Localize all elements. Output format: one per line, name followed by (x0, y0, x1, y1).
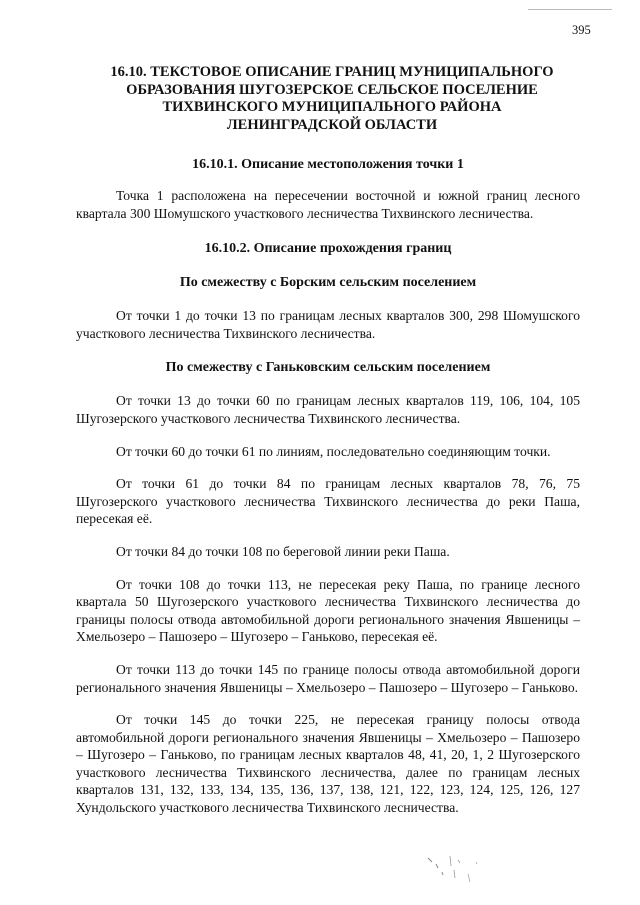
borsk-paragraph: От точки 1 до точки 13 по границам лесных кварталов 300, 298 Шомушского участкового лесничества Тихвинского лесничества. (76, 308, 580, 341)
gankovo-paragraph: От точки 60 до точки 61 по линиям, последовательно соединяющим точки. (116, 443, 551, 459)
title-line: ОБРАЗОВАНИЯ ШУГОЗЕРСКОЕ СЕЛЬСКОЕ ПОСЕЛЕНИЕ (126, 81, 538, 98)
gankovo-subheading: По смежеству с Ганьковским сельским поселением (165, 360, 491, 376)
top-scan-rule (528, 9, 612, 10)
section-1-heading: 16.10.1. Описание местоположения точки 1 (192, 157, 464, 172)
document-body (76, 64, 580, 817)
title-line: ТИХВИНСКОГО МУНИЦИПАЛЬНОГО РАЙОНА (162, 99, 502, 115)
gankovo-paragraph: От точки 145 до точки 225, не пересекая границу полосы отвода автомобильной дороги регионального значения Явшеницы – Хмельозеро – Пашозеро – Шугозеро – Ганьково, по границам лесных кварталов 48, 41, 20, 1, 2 Шугозерского участкового лесничества Тихвинского лесничества, далее по границам лесных кварталов 131, 132, 133, 134, 135, 136, 137, 138, 121, 122, 123, 124, 125, 126, 127 Хундольского участкового лесничества Тихвинского лесничества. (76, 712, 580, 816)
borsk-subheading: По смежеству с Борским сельским поселением (179, 275, 477, 291)
scan-artifact-marks (420, 852, 500, 892)
gankovo-paragraph: От точки 113 до точки 145 по границе полосы отвода автомобильной дороги регионального значения Явшеницы – Хмельозеро – Пашозеро – Шугозеро – Ганьково. (76, 661, 580, 695)
page-number: 395 (572, 23, 591, 37)
title-line: 16.10. ТЕКСТОВОЕ ОПИСАНИЕ ГРАНИЦ МУНИЦИПАЛЬНОГО (110, 64, 554, 80)
gankovo-paragraph: От точки 84 до точки 108 по береговой линии реки Паша. (116, 543, 450, 559)
gankovo-paragraph: От точки 108 до точки 113, не пересекая реку Паша, по границе лесного квартала 50 Шугозерского участкового лесничества Тихвинского лесничества до границы полосы отвода автомобильной дороги регионального значения Явшеницы – Хмельозеро – Пашозеро – Шугозеро – Ганьково, пересекая её. (76, 576, 580, 645)
section-2-heading: 16.10.2. Описание прохождения границ (204, 241, 452, 257)
document-title (76, 64, 580, 134)
title-line: ЛЕНИНГРАДСКОЙ ОБЛАСТИ (226, 116, 438, 133)
section-1-paragraph: Точка 1 расположена на пересечении восточной и южной границ лесного квартала 300 Шомушского участкового лесничества Тихвинского лесничества. (76, 188, 580, 221)
gankovo-paragraph: От точки 13 до точки 60 по границам лесных кварталов 119, 106, 104, 105 Шугозерского участкового лесничества Тихвинского лесничества. (76, 393, 580, 426)
gankovo-paragraph: От точки 61 до точки 84 по границам лесных кварталов 78, 76, 75 Шугозерского участкового лесничества Тихвинского лесничества до реки Паша, пересекая её. (76, 476, 580, 527)
